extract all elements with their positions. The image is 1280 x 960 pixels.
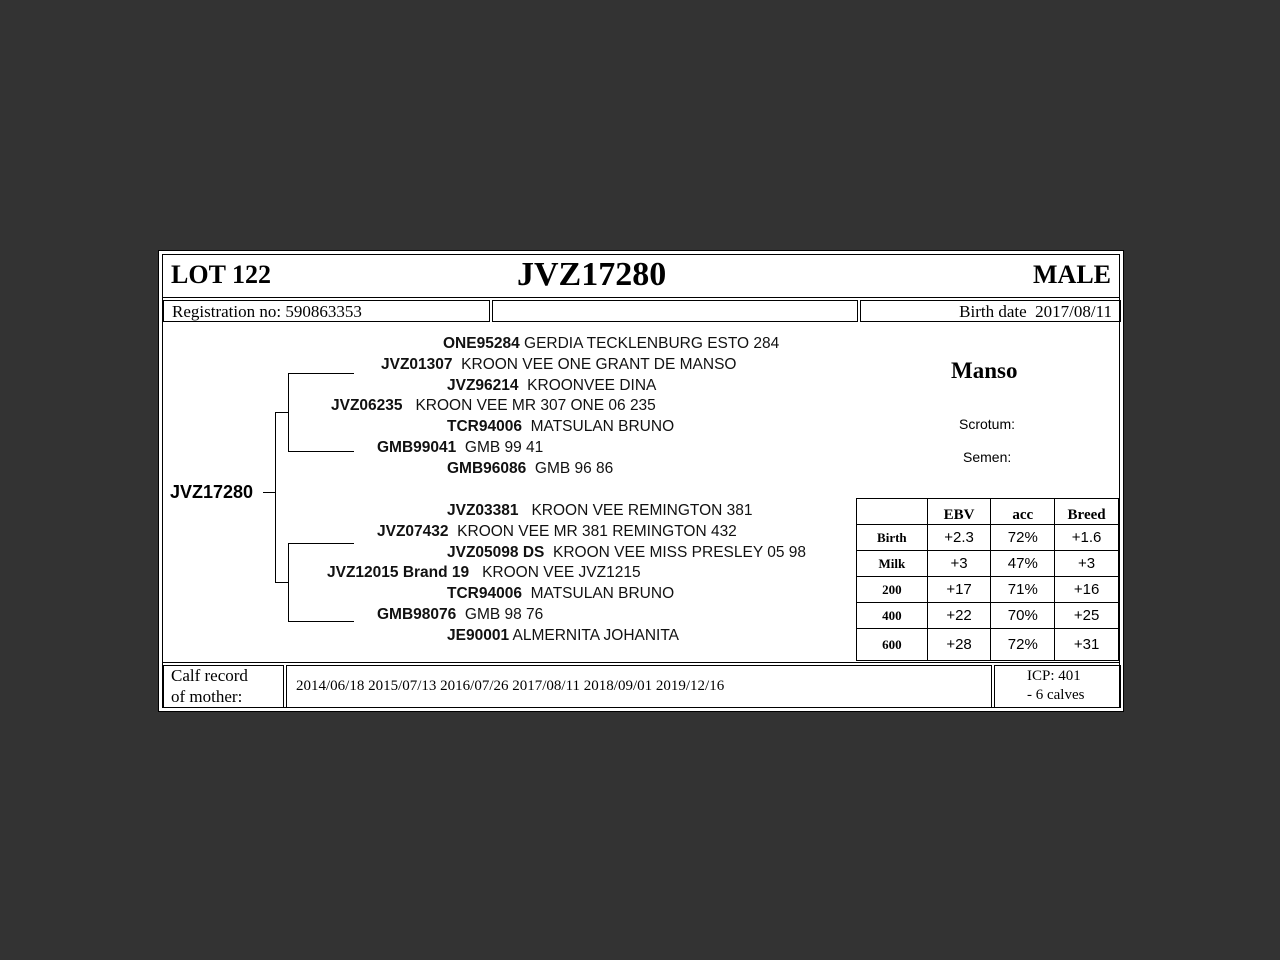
ebv-breed: +31	[1055, 629, 1119, 661]
ebv-acc: 71%	[991, 577, 1055, 603]
sire-sire-dam	[447, 377, 656, 395]
lot-number: LOT 122	[171, 260, 271, 289]
sire-dam-sire	[447, 418, 674, 436]
sire-name: KROON VEE MR 307 ONE 06 235	[415, 397, 656, 414]
dam-id: JVZ12015 Brand 19	[327, 564, 470, 581]
sire	[331, 397, 656, 415]
ebv-row-label: 600	[857, 629, 928, 661]
ebv-breed: +3	[1055, 551, 1119, 577]
sire-branch	[288, 373, 289, 451]
dam-name: KROON VEE JVZ1215	[482, 564, 641, 581]
ebv-breed: +16	[1055, 577, 1119, 603]
ebv-row	[857, 577, 1119, 603]
calf-label-line1: Calf record	[171, 666, 248, 685]
ebv-row	[857, 603, 1119, 629]
pedigree-subject: JVZ17280	[170, 482, 254, 502]
dam-sire-dam-name: KROON VEE MISS PRESLEY 05 98	[553, 544, 806, 561]
sire-sire-line	[288, 373, 354, 374]
ebv-acc: 70%	[991, 603, 1055, 629]
dam-dam	[377, 606, 543, 624]
ebv-value: +28	[927, 629, 991, 661]
ebv-header-row	[857, 499, 1119, 525]
ebv-row	[857, 525, 1119, 551]
sire-sire-dam-id: JVZ96214	[447, 377, 519, 394]
ebv-value: +2.3	[927, 525, 991, 551]
ebv-acc: 72%	[991, 525, 1055, 551]
dam-sire-dam	[447, 544, 806, 562]
sire-id: JVZ06235	[331, 397, 403, 414]
sire-dam-line	[288, 451, 354, 452]
dam-sire	[377, 523, 737, 541]
ebv-header-acc: acc	[991, 499, 1055, 525]
sire-connector	[275, 412, 288, 413]
sire-sire-dam-name: KROONVEE DINA	[527, 377, 657, 394]
ebv-row	[857, 551, 1119, 577]
ebv-value: +22	[927, 603, 991, 629]
ebv-breed: +1.6	[1055, 525, 1119, 551]
lot-card-inner	[162, 254, 1120, 708]
birth-date-box	[860, 300, 1121, 322]
calf-dates: 2014/06/18 2015/07/13 2016/07/26 2017/08/11 2018/09/01 2019/12/16	[296, 678, 725, 694]
calf-divider	[163, 662, 1119, 663]
sire-sire-sire-id: ONE95284	[443, 335, 520, 352]
sire-dam	[377, 439, 543, 457]
registration-number: Registration no: 590863353	[172, 302, 362, 321]
animal-tag: JVZ17280	[517, 256, 667, 293]
sire-dam-dam-name: GMB 96 86	[534, 460, 614, 477]
sire-sire-id: JVZ01307	[381, 356, 453, 373]
calf-label-line2: of mother:	[171, 687, 243, 706]
ebv-acc: 72%	[991, 629, 1055, 661]
ebv-table	[856, 498, 1119, 661]
dam-sire-sire	[447, 502, 753, 520]
dam-sire-name: KROON VEE MR 381 REMINGTON 432	[457, 523, 737, 540]
lot-card	[158, 250, 1124, 712]
dam-sire-dam-id: JVZ05098 DS	[447, 544, 545, 561]
pedigree-trunk	[275, 412, 276, 582]
sire-sire-sire	[443, 335, 779, 353]
dam-sire-line	[288, 543, 354, 544]
sire-sire-name: KROON VEE ONE GRANT DE MANSO	[461, 356, 737, 373]
dam-dam-sire-name: MATSULAN BRUNO	[530, 585, 675, 602]
sire-sire	[381, 356, 736, 374]
ebv-acc: 47%	[991, 551, 1055, 577]
ebv-value: +3	[927, 551, 991, 577]
sire-dam-name: GMB 99 41	[464, 439, 544, 456]
sire-dam-sire-name: MATSULAN BRUNO	[530, 418, 675, 435]
ebv-breed: +25	[1055, 603, 1119, 629]
sire-dam-sire-id: TCR94006	[447, 418, 522, 435]
birth-date	[959, 302, 1112, 322]
subject-connector	[263, 492, 275, 493]
dam-dam-line	[288, 621, 354, 622]
registration-box	[163, 300, 490, 322]
ebv-row-label: 400	[857, 603, 928, 629]
sire-sire-sire-name: GERDIA TECKLENBURG ESTO 284	[524, 335, 780, 352]
scrotum-label: Scrotum:	[959, 416, 1016, 432]
dam-dam-sire-id: TCR94006	[447, 585, 522, 602]
dam-dam-dam	[447, 627, 679, 645]
animal-name: Manso	[951, 358, 1018, 383]
dam-sire-id: JVZ07432	[377, 523, 449, 540]
dam-dam-dam-id: JE90001	[447, 627, 510, 644]
info-blank-box	[492, 300, 858, 322]
header-divider	[163, 297, 1119, 298]
calf-label-box	[163, 665, 284, 708]
icp-box	[994, 665, 1121, 708]
animal-sex: MALE	[1033, 260, 1111, 289]
dam-dam-name: GMB 98 76	[464, 606, 544, 623]
ebv-header-ebv: EBV	[927, 499, 991, 525]
dam-connector	[275, 582, 288, 583]
dam-sire-sire-name: KROON VEE REMINGTON 381	[531, 502, 753, 519]
sire-dam-dam-id: GMB96086	[447, 460, 527, 477]
ebv-header-blank	[857, 499, 928, 525]
dam	[327, 564, 641, 582]
semen-label: Semen:	[963, 449, 1012, 465]
calves-count: - 6 calves	[1027, 687, 1085, 703]
dam-dam-dam-name: ALMERNITA JOHANITA	[512, 627, 680, 644]
icp-value: ICP: 401	[1027, 668, 1081, 684]
ebv-row	[857, 629, 1119, 661]
dam-dam-id: GMB98076	[377, 606, 457, 623]
birth-date-value: 2017/08/11	[1035, 302, 1112, 321]
dam-sire-sire-id: JVZ03381	[447, 502, 519, 519]
sire-dam-id: GMB99041	[377, 439, 457, 456]
dam-dam-sire	[447, 585, 674, 603]
sire-dam-dam	[447, 460, 613, 478]
birth-date-label: Birth date	[959, 302, 1027, 321]
ebv-header-breed: Breed	[1055, 499, 1119, 525]
ebv-value: +17	[927, 577, 991, 603]
ebv-row-label: 200	[857, 577, 928, 603]
ebv-row-label: Birth	[857, 525, 928, 551]
ebv-row-label: Milk	[857, 551, 928, 577]
dam-branch	[288, 543, 289, 621]
calf-dates-box	[286, 665, 992, 708]
